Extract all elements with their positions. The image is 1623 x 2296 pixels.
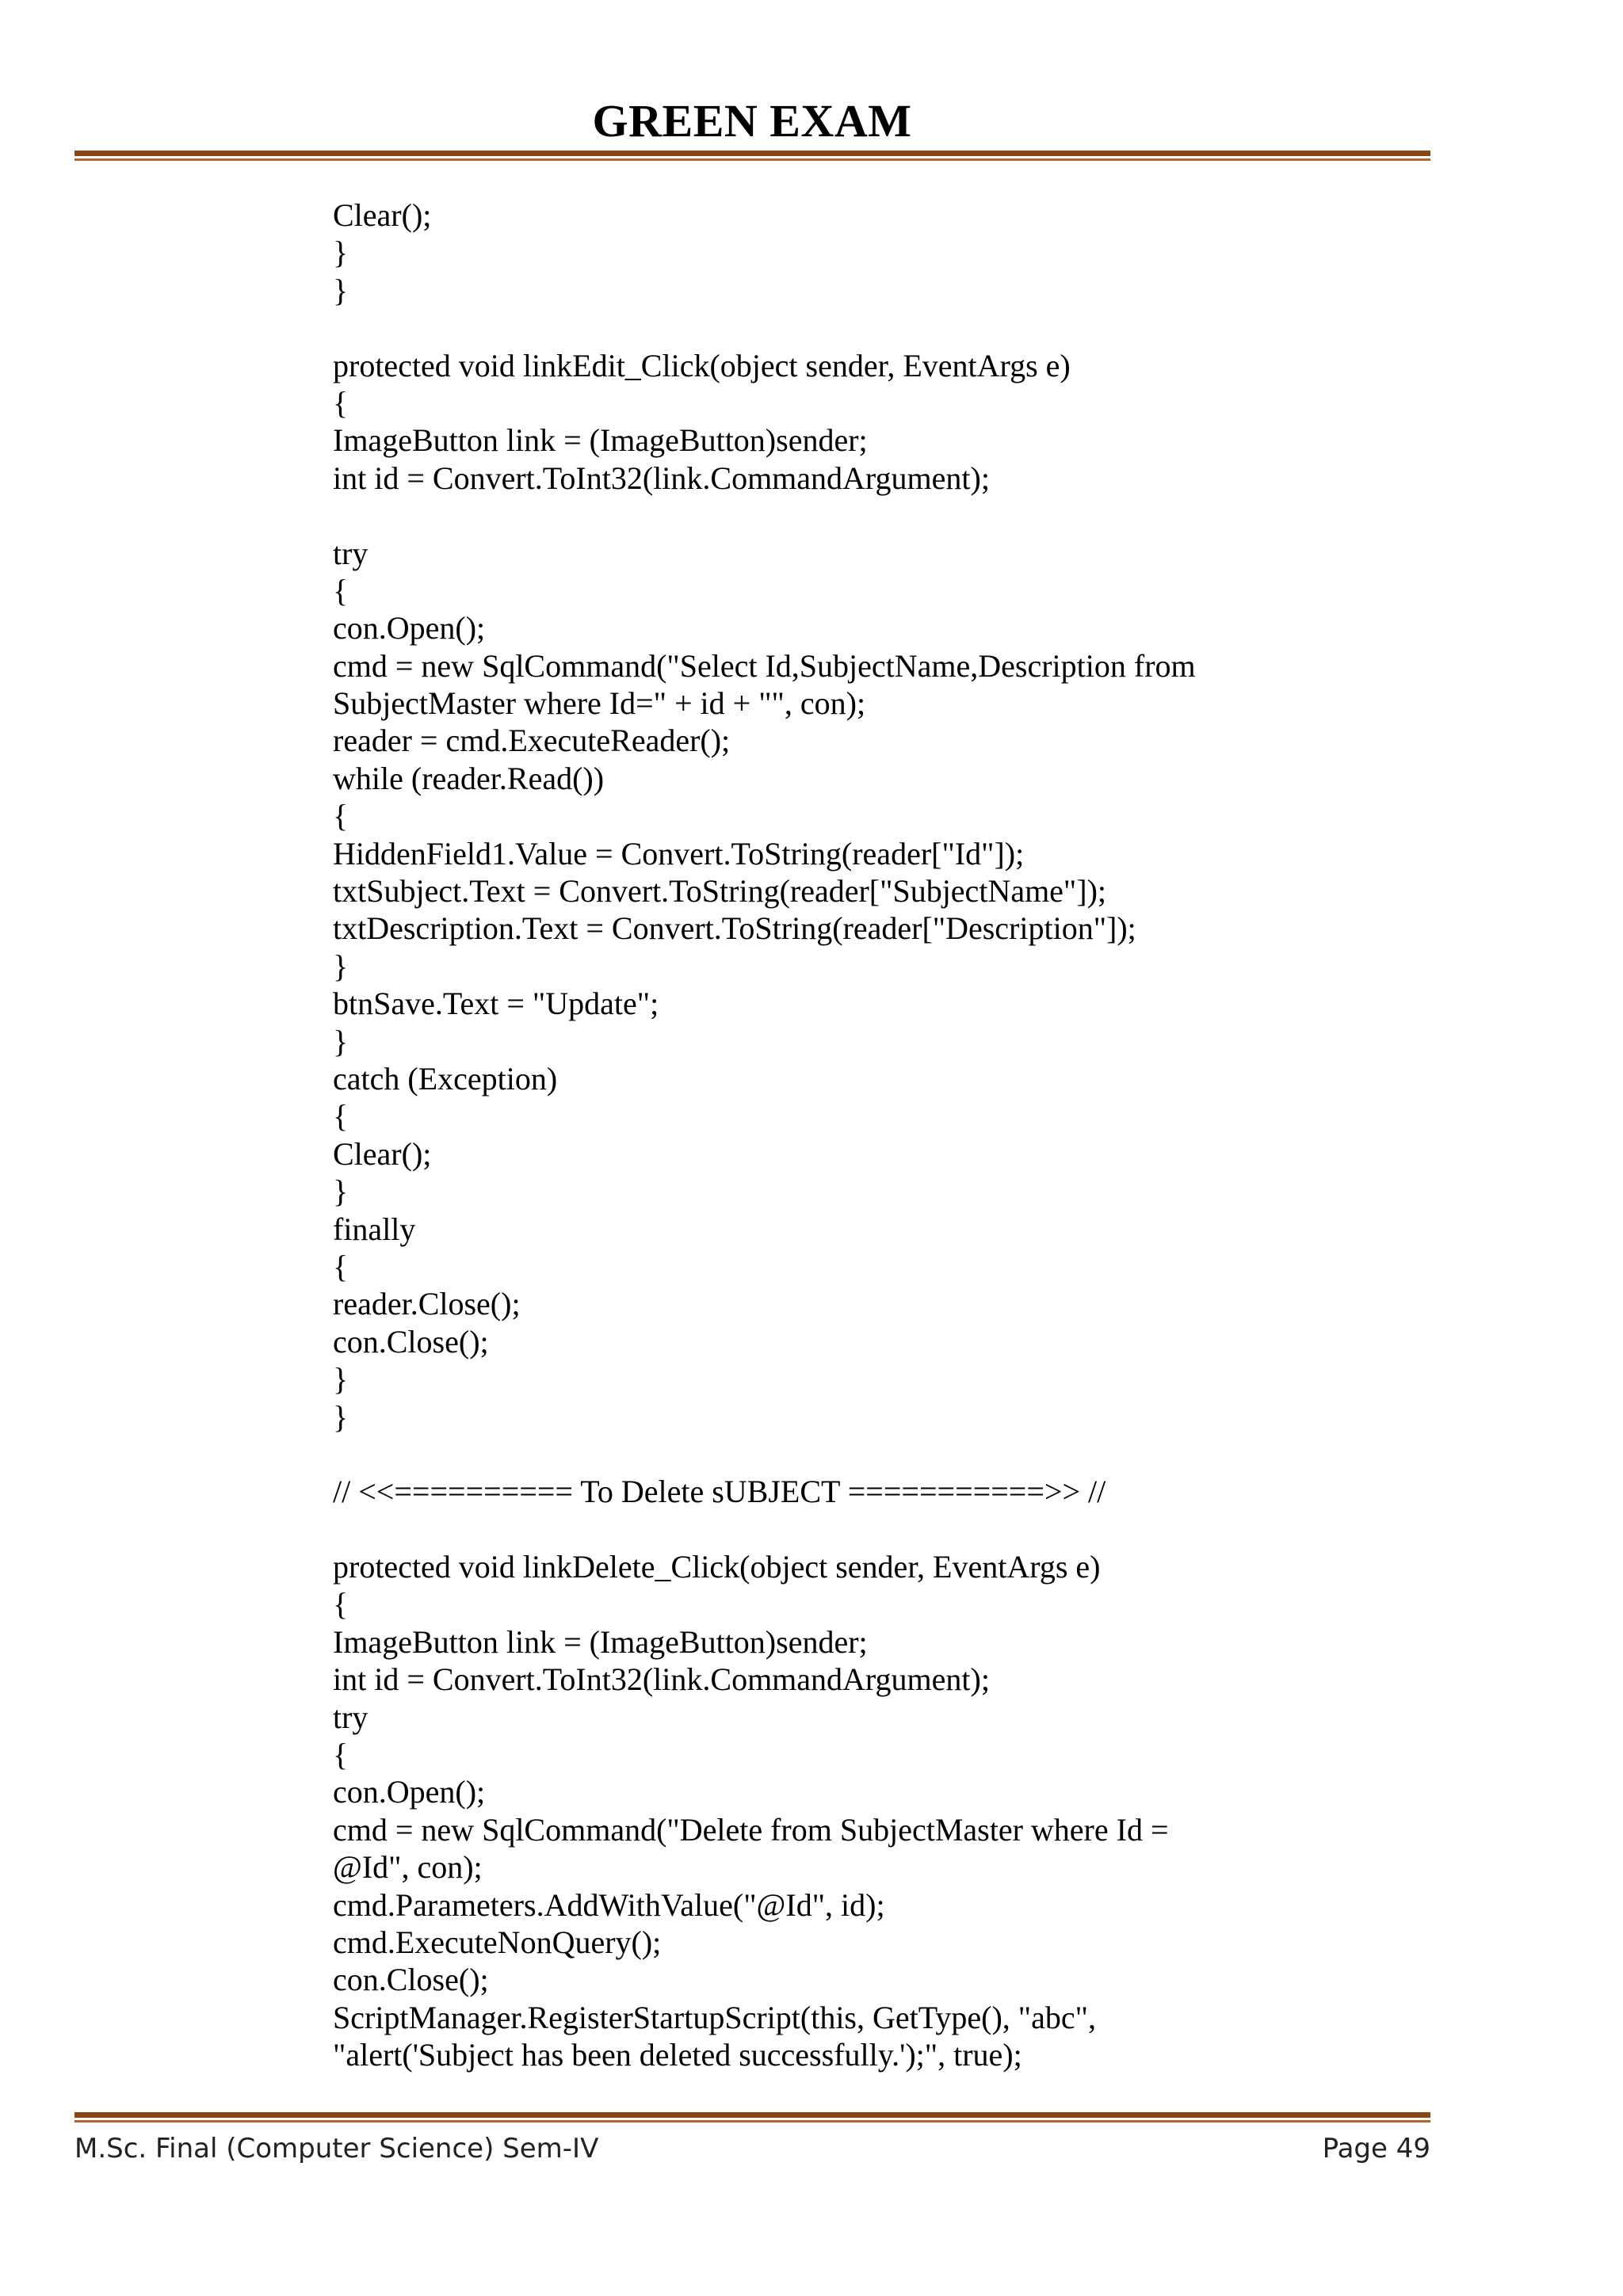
code-line: protected void linkEdit_Click(object sender, EventArgs e) [333, 347, 1071, 383]
code-line: } [333, 1173, 349, 1210]
code-line: try [333, 1699, 369, 1735]
code-line: cmd.ExecuteNonQuery(); [333, 1924, 662, 1960]
code-line: "alert('Subject has been deleted successfully.');", true); [333, 2037, 1022, 2073]
code-line: finally [333, 1211, 416, 1247]
page-header-title: GREEN EXAM [592, 95, 912, 147]
footer-course-label: M.Sc. Final (Computer Science) Sem-IV [74, 2133, 599, 2164]
code-line: con.Close(); [333, 1323, 489, 1360]
code-line: } [333, 1398, 349, 1435]
code-line: { [333, 1098, 349, 1135]
code-line [333, 1436, 1442, 1473]
code-line: catch (Exception) [333, 1060, 558, 1097]
code-line: ImageButton link = (ImageButton)sender; [333, 1623, 868, 1660]
code-line: { [333, 384, 349, 421]
code-line: int id = Convert.ToInt32(link.CommandArgument); [333, 460, 990, 496]
code-line: } [333, 1023, 349, 1059]
footer-divider [74, 2112, 1430, 2122]
code-line: { [333, 1586, 349, 1623]
code-line: } [333, 948, 349, 984]
code-line: cmd = new SqlCommand("Delete from SubjectMaster where Id = [333, 1811, 1169, 1848]
code-line: cmd.Parameters.AddWithValue("@Id", id); [333, 1886, 885, 1923]
code-line: SubjectMaster where Id=" + id + "", con); [333, 685, 866, 722]
code-line: { [333, 798, 349, 834]
code-line: { [333, 1737, 349, 1773]
code-listing [333, 196, 1442, 2074]
code-line [333, 309, 1442, 346]
code-line: } [333, 235, 349, 271]
code-line: ScriptManager.RegisterStartupScript(this, GetType(), "abc", [333, 1999, 1096, 2035]
code-line: protected void linkDelete_Click(object sender, EventArgs e) [333, 1549, 1101, 1585]
code-line [333, 1511, 1442, 1548]
code-line: HiddenField1.Value = Convert.ToString(reader["Id"]); [333, 835, 1025, 871]
footer-page-number: Page 49 [1322, 2133, 1430, 2164]
code-line: con.Open(); [333, 1774, 486, 1810]
code-line: int id = Convert.ToInt32(link.CommandArgument); [333, 1661, 990, 1698]
code-line: reader.Close(); [333, 1286, 521, 1322]
code-line: try [333, 535, 369, 571]
code-line: Clear(); [333, 197, 432, 233]
code-line: @Id", con); [333, 1849, 483, 1886]
code-line: { [333, 572, 349, 608]
code-line: { [333, 1248, 349, 1284]
code-line: } [333, 1361, 349, 1398]
code-line: } [333, 272, 349, 308]
code-line: Clear(); [333, 1135, 432, 1172]
code-line: reader = cmd.ExecuteReader(); [333, 723, 731, 759]
header-divider [74, 151, 1430, 161]
code-line: txtSubject.Text = Convert.ToString(reader["SubjectName"]); [333, 873, 1107, 910]
code-line [333, 497, 1442, 534]
code-line: while (reader.Read()) [333, 760, 605, 796]
code-line: ImageButton link = (ImageButton)sender; [333, 422, 868, 459]
code-line: cmd = new SqlCommand("Select Id,SubjectName,Description from [333, 647, 1196, 684]
code-line: con.Close(); [333, 1962, 489, 1998]
code-line: btnSave.Text = "Update"; [333, 986, 659, 1022]
code-line: txtDescription.Text = Convert.ToString(reader["Description"]); [333, 910, 1136, 947]
code-line: con.Open(); [333, 610, 486, 646]
code-line: // <<========== To Delete sUBJECT ===========>> // [333, 1474, 1106, 1510]
